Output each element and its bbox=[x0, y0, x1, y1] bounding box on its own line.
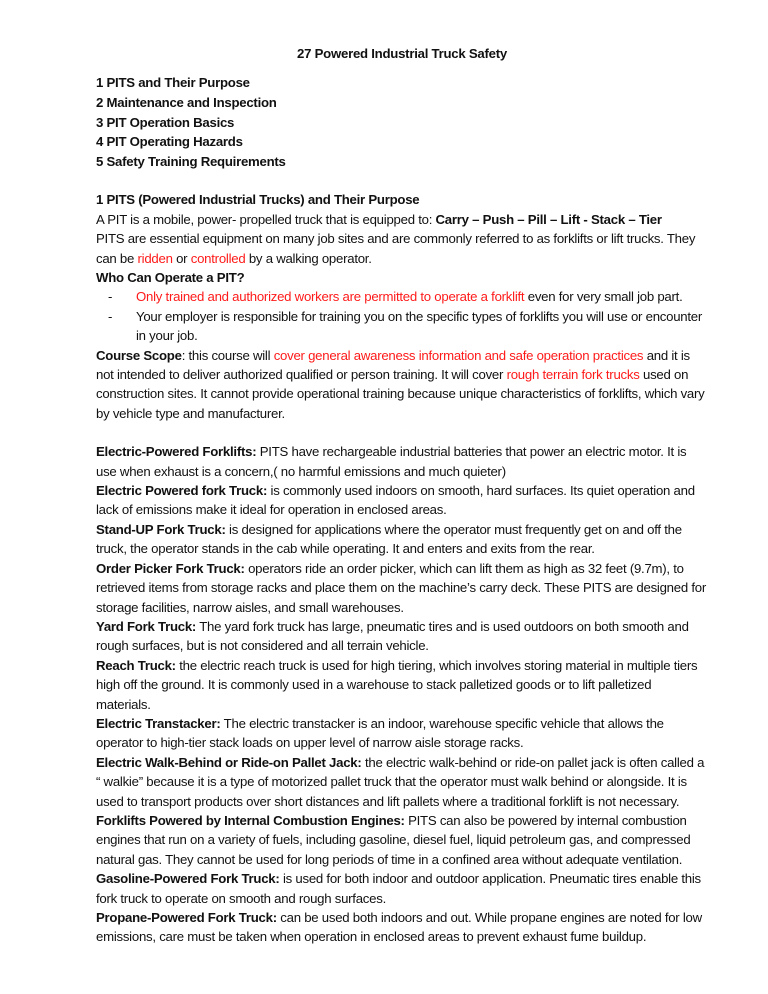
bullet-text bbox=[136, 307, 708, 346]
text-run: used on construction sites. It cannot provide operational training because unique characteristics of forklifts, which vary by vehicle type and manufacturer. bbox=[96, 367, 705, 421]
table-of-contents bbox=[96, 73, 708, 171]
forklift-type-paragraph bbox=[96, 481, 708, 520]
document-title: 27 Powered Industrial Truck Safety bbox=[297, 46, 507, 61]
text-run: : this course will bbox=[181, 347, 274, 363]
toc-item: 2 Maintenance and Inspection bbox=[96, 95, 277, 110]
bold-term: Propane-Powered Fork Truck: bbox=[96, 910, 277, 925]
highlighted-text: rough terrain fork trucks bbox=[506, 367, 640, 383]
forklift-type-paragraph bbox=[96, 811, 708, 869]
bold-term: Forklifts Powered by Internal Combustion Engines: bbox=[96, 812, 405, 828]
toc-item: 3 PIT Operation Basics bbox=[96, 114, 235, 130]
bold-term: Yard Fork Truck: bbox=[96, 618, 197, 634]
paragraph bbox=[96, 229, 708, 268]
bold-term: Gasoline-Powered Fork Truck: bbox=[96, 871, 280, 887]
subheading: Who Can Operate a PIT? bbox=[96, 270, 245, 285]
text-run: and it is not intended to deliver authorized qualified or person training. It will cover bbox=[96, 347, 690, 383]
forklift-type-paragraph bbox=[96, 753, 708, 811]
forklift-type-paragraph bbox=[96, 617, 708, 656]
text-run: PITS are essential equipment on many job sites and are commonly referred to as forklifts or lift trucks. They can be bbox=[96, 231, 696, 266]
toc-item: 5 Safety Training Requirements bbox=[96, 153, 286, 169]
text-run: is used for both indoor and outdoor application. Pneumatic tires enable this fork truck to operate on smooth and rough surfaces. bbox=[96, 871, 701, 906]
bold-term: Reach Truck: bbox=[96, 657, 176, 673]
text-run: the electric walk-behind or ride-on pallet jack is often called a “ walkie” because it is a type of motorized pallet truck that the operator must walk behind or alongside. It is used to transport products over short distances and lift pallets where a traditional forklift is not necessary. bbox=[96, 754, 705, 809]
forklift-type-paragraph bbox=[96, 442, 708, 481]
forklift-type-paragraph bbox=[96, 869, 708, 908]
bold-term: Course Scope bbox=[96, 347, 182, 363]
text-run: Your employer is responsible for training you on the specific types of forklifts you will use or encounter in your job. bbox=[136, 308, 703, 344]
forklift-type-paragraph bbox=[96, 714, 708, 753]
text-run: is commonly used indoors on smooth, hard surfaces. Its quiet operation and lack of emissions make it ideal for operation in enclosed areas. bbox=[96, 483, 695, 518]
forklift-type-paragraph bbox=[96, 656, 708, 714]
text-run: A PIT is a mobile, power- propelled truck that is equipped to: bbox=[96, 211, 436, 227]
highlighted-text: Only trained and authorized workers are permitted to operate a forklift bbox=[136, 289, 525, 305]
forklift-types bbox=[96, 442, 708, 947]
text-run: The yard fork truck has large, pneumatic tires and is used outdoors on both smooth and rough surfaces, but is not considered and all terrain vehicle. bbox=[96, 618, 689, 654]
bold-term: Electric Powered fork Truck: bbox=[96, 483, 268, 499]
bold-term: Order Picker Fork Truck: bbox=[96, 560, 245, 576]
bold-term: Carry – Push – Pill – Lift - Stack – Tier bbox=[435, 211, 662, 227]
text-run: The electric transtacker is an indoor, warehouse specific vehicle that allows the operator to high-tier stack loads on upper level of narrow aisle storage racks. bbox=[96, 715, 664, 751]
bold-term: Electric Walk-Behind or Ride-on Pallet Jack: bbox=[96, 754, 362, 770]
text-run: the electric reach truck is used for high tiering, which involves storing material in multiple tiers high off the ground. It is commonly used in a warehouse to stack palletized goods or to lift palletized materials. bbox=[96, 657, 698, 712]
section-heading: 1 PITS (Powered Industrial Trucks) and Their Purpose bbox=[96, 192, 420, 208]
text-run: PITS can also be powered by internal combustion engines that run on a variety of fuels, including gasoline, diesel fuel, liquid petroleum gas, and compressed natural gas. They cannot be used for long periods of time in a confined area without adequate ventilation. bbox=[96, 812, 691, 867]
text-run: even for very small job part. bbox=[524, 289, 683, 305]
bullet-text bbox=[136, 287, 683, 306]
highlighted-text: ridden bbox=[137, 250, 173, 266]
highlighted-text: controlled bbox=[190, 250, 246, 266]
bullet-item: - Your employer is responsible for training you on the specific types of forklifts you will use or encounter in your job. bbox=[96, 307, 708, 346]
text-run: operators ride an order picker, which can lift them as high as 32 feet (9.7m), to retrieved items from storage racks and place them on the machine’s carry deck. These PITS are designed for storage facilities, narrow aisles, and small warehouses. bbox=[96, 560, 706, 615]
forklift-type-paragraph bbox=[96, 908, 708, 947]
text-run: is designed for applications where the operator must frequently get on and off the truck, the operator stands in the cab while operating. It and enters and exits from the rear. bbox=[96, 521, 682, 557]
bold-term: Electric Transtacker: bbox=[96, 715, 221, 731]
forklift-type-paragraph bbox=[96, 559, 708, 617]
paragraph bbox=[96, 210, 708, 229]
toc-item: 4 PIT Operating Hazards bbox=[96, 134, 243, 150]
text-run: or bbox=[172, 250, 191, 266]
toc-item: 1 PITS and Their Purpose bbox=[96, 75, 250, 91]
text-run: can be used both indoors and out. While propane engines are noted for low emissions, care must be taken when operation in enclosed areas to prevent exhaust fume buildup. bbox=[96, 910, 702, 945]
highlighted-text: cover general awareness information and safe operation practices bbox=[273, 347, 644, 363]
text-run: by a walking operator. bbox=[245, 250, 372, 266]
document-page bbox=[96, 44, 708, 947]
bullet-item: - Only trained and authorized workers are permitted to operate a forklift even for very small job part. bbox=[96, 287, 708, 306]
course-scope-paragraph bbox=[96, 346, 708, 424]
bold-term: Stand-UP Fork Truck: bbox=[96, 521, 226, 537]
text-run: PITS have rechargeable industrial batteries that power an electric motor. It is use when exhaust is a concern,( no harmful emissions and much quieter) bbox=[96, 444, 687, 479]
bold-term: Electric-Powered Forklifts: bbox=[96, 444, 257, 460]
forklift-type-paragraph bbox=[96, 520, 708, 559]
